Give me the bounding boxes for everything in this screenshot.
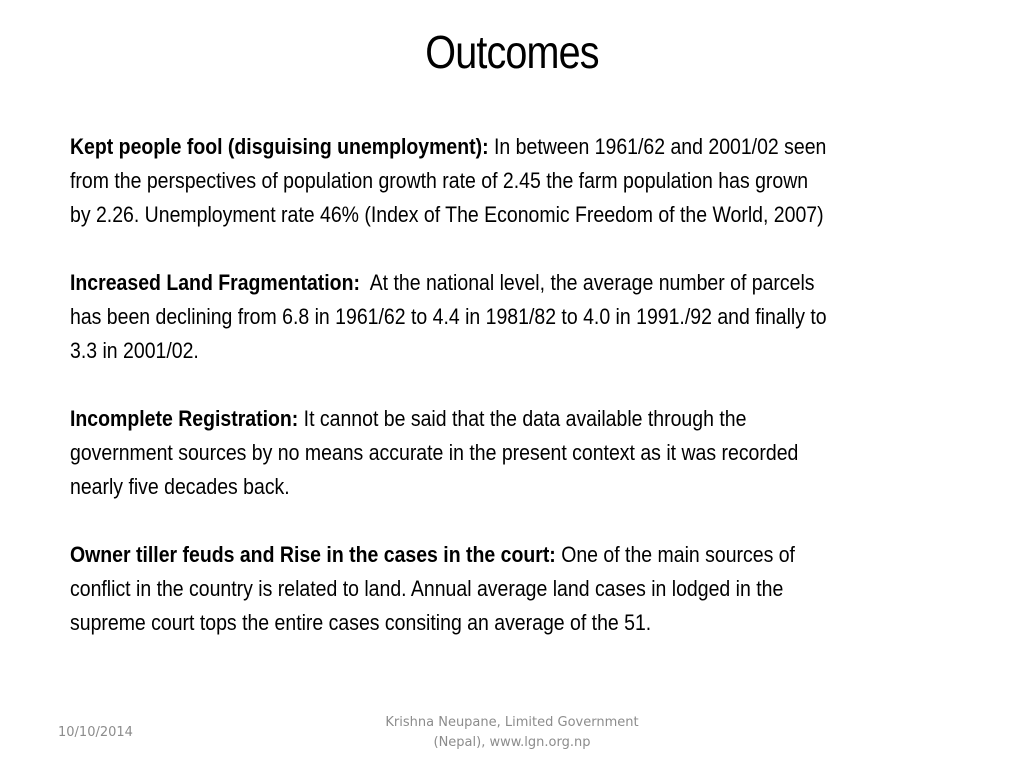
- paragraph-text: conflict in the country is related to land. Annual average land cases in lodged in the: [70, 576, 784, 601]
- paragraph-text: 3.3 in 2001/02.: [70, 338, 199, 363]
- footer-date: 10/10/2014: [58, 725, 133, 740]
- paragraph-text: At the national level, the average number of parcels: [359, 270, 815, 295]
- paragraph-text: by 2.26. Unemployment rate 46% (Index of The Economic Freedom of the World, 2007): [70, 202, 824, 227]
- footer-credit-line: Krishna Neupane, Limited Government: [385, 715, 639, 730]
- paragraph-heading: Owner tiller feuds and Rise in the cases in the court:: [70, 542, 556, 567]
- footer-credit: [352, 713, 672, 753]
- paragraph-text: One of the main sources of: [555, 542, 795, 567]
- slide-body: [70, 130, 973, 674]
- paragraph-heading: Increased Land Fragmentation:: [70, 270, 360, 295]
- paragraph-heading: Kept people fool (disguising unemployment):: [70, 134, 489, 159]
- paragraph-unemployment: [70, 130, 973, 232]
- paragraph-text: It cannot be said that the data available through the: [298, 406, 747, 431]
- paragraph-incomplete-registration: [70, 402, 973, 504]
- slide-title: Outcomes: [425, 26, 599, 78]
- paragraph-text: In between 1961/62 and 2001/02 seen: [488, 134, 827, 159]
- paragraph-text: nearly five decades back.: [70, 474, 290, 499]
- paragraph-text: government sources by no means accurate in the present context as it was recorded: [70, 440, 799, 465]
- paragraph-text: supreme court tops the entire cases consiting an average of the 51.: [70, 610, 652, 635]
- paragraph-heading: Incomplete Registration:: [70, 406, 299, 431]
- footer-credit-line: (Nepal), www.lgn.org.np: [433, 735, 591, 750]
- paragraph-owner-tiller-feuds: [70, 538, 973, 640]
- paragraph-land-fragmentation: [70, 266, 973, 368]
- paragraph-text: from the perspectives of population growth rate of 2.45 the farm population has grown: [70, 168, 809, 193]
- paragraph-text: has been declining from 6.8 in 1961/62 to 4.4 in 1981/82 to 4.0 in 1991./92 and finally to: [70, 304, 827, 329]
